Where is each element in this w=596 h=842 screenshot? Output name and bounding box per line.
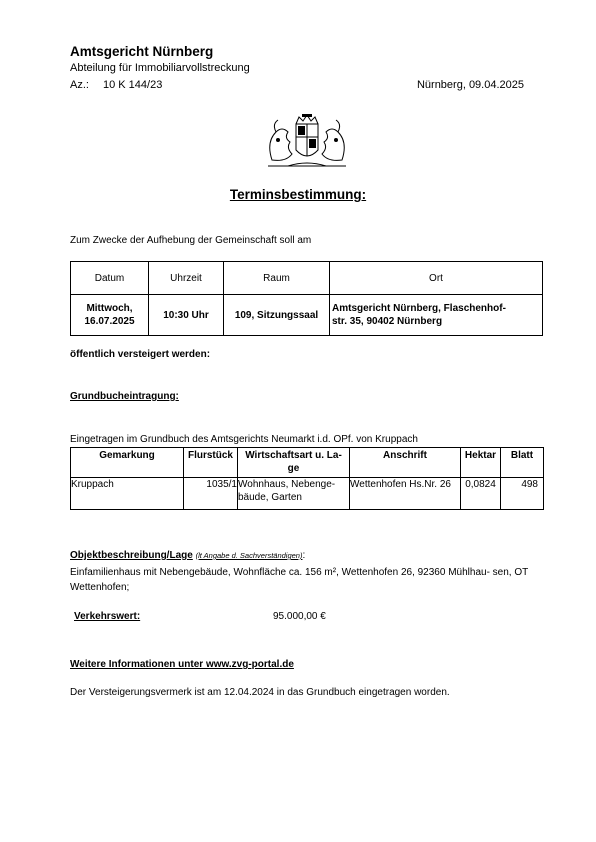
appointment-date xyxy=(71,295,149,336)
closing-text: Der Versteigerungsvermerk ist am 12.04.2024 in das Grundbuch eingetragen worden. xyxy=(70,687,450,698)
bavarian-coat-of-arms-icon xyxy=(262,112,352,170)
verkehrswert-value: 95.000,00 € xyxy=(273,611,326,622)
grundbuch-heading: Grundbucheintragung: xyxy=(70,391,179,402)
header-date: Datum xyxy=(71,262,149,295)
verkehrswert-label: Verkehrswert: xyxy=(74,611,141,622)
appointment-place-line1: Amtsgericht Nürnberg, Flaschenhof- xyxy=(332,303,506,314)
cell-anschrift: Wettenhofen Hs.Nr. 26 xyxy=(350,478,461,510)
appointment-time: 10:30 Uhr xyxy=(149,295,224,336)
header-blatt: Blatt xyxy=(501,448,544,478)
cell-wirtschaftsart-line2: bäude, Garten xyxy=(238,492,302,503)
document-title: Terminsbestimmung: xyxy=(229,187,367,202)
place-date: Nürnberg, 09.04.2025 xyxy=(416,79,524,91)
header-wirtschaftsart-line2: ge xyxy=(287,463,300,474)
header-wirtschaftsart xyxy=(238,448,350,478)
grundbuch-header-row xyxy=(71,448,544,478)
header-gemarkung: Gemarkung xyxy=(71,448,184,478)
cell-blatt: 498 xyxy=(501,478,544,510)
grundbuch-intro: Eingetragen im Grundbuch des Amtsgerichts Neumarkt i.d. OPf. von Kruppach xyxy=(70,434,418,445)
appointment-row xyxy=(71,295,543,336)
header-place: Ort xyxy=(330,262,543,295)
grundbuch-table xyxy=(70,447,544,510)
cell-hektar: 0,0824 xyxy=(461,478,501,510)
header-flurstueck: Flurstück xyxy=(184,448,238,478)
cell-flurstueck: 1035/1 xyxy=(184,478,238,510)
objekt-heading-note: (lt Angabe d. Sachverständigen) xyxy=(195,551,303,560)
appointment-place-line2: str. 35, 90402 Nürnberg xyxy=(332,316,443,327)
table-row xyxy=(71,478,544,510)
sold-text: öffentlich versteigert werden: xyxy=(70,349,211,360)
department: Abteilung für Immobiliarvollstreckung xyxy=(70,62,250,74)
file-number: 10 K 144/23 xyxy=(103,79,163,91)
appointment-date-value: 16.07.2025 xyxy=(84,316,135,327)
header-room: Raum xyxy=(224,262,330,295)
appointment-weekday: Mittwoch, xyxy=(86,303,133,314)
appointment-table xyxy=(70,261,543,336)
cell-wirtschaftsart xyxy=(238,478,350,510)
appointment-header-row xyxy=(71,262,543,295)
header-wirtschaftsart-line1: Wirtschaftsart u. La- xyxy=(245,450,342,461)
header-hektar: Hektar xyxy=(461,448,501,478)
objekt-description: Einfamilienhaus mit Nebengebäude, Wohnfläche ca. 156 m², Wettenhofen 26, 92360 Mühlhau- sen, OT Wettenhofen; xyxy=(70,567,529,593)
court-name: Amtsgericht Nürnberg xyxy=(70,44,214,59)
header-time: Uhrzeit xyxy=(149,262,224,295)
objekt-heading xyxy=(70,550,305,561)
intro-text: Zum Zwecke der Aufhebung der Gemeinschaft soll am xyxy=(70,235,312,246)
appointment-place xyxy=(330,295,543,336)
cell-wirtschaftsart-line1: Wohnhaus, Nebenge- xyxy=(238,479,336,490)
file-number-label: Az.: xyxy=(70,79,89,91)
cell-gemarkung: Kruppach xyxy=(71,478,184,510)
objekt-heading-colon: : xyxy=(302,550,306,561)
more-info-link[interactable]: Weitere Informationen unter www.zvg-portal.de xyxy=(70,659,294,670)
header-anschrift: Anschrift xyxy=(350,448,461,478)
objekt-heading-text: Objektbeschreibung/Lage xyxy=(70,550,193,561)
appointment-room: 109, Sitzungssaal xyxy=(224,295,330,336)
